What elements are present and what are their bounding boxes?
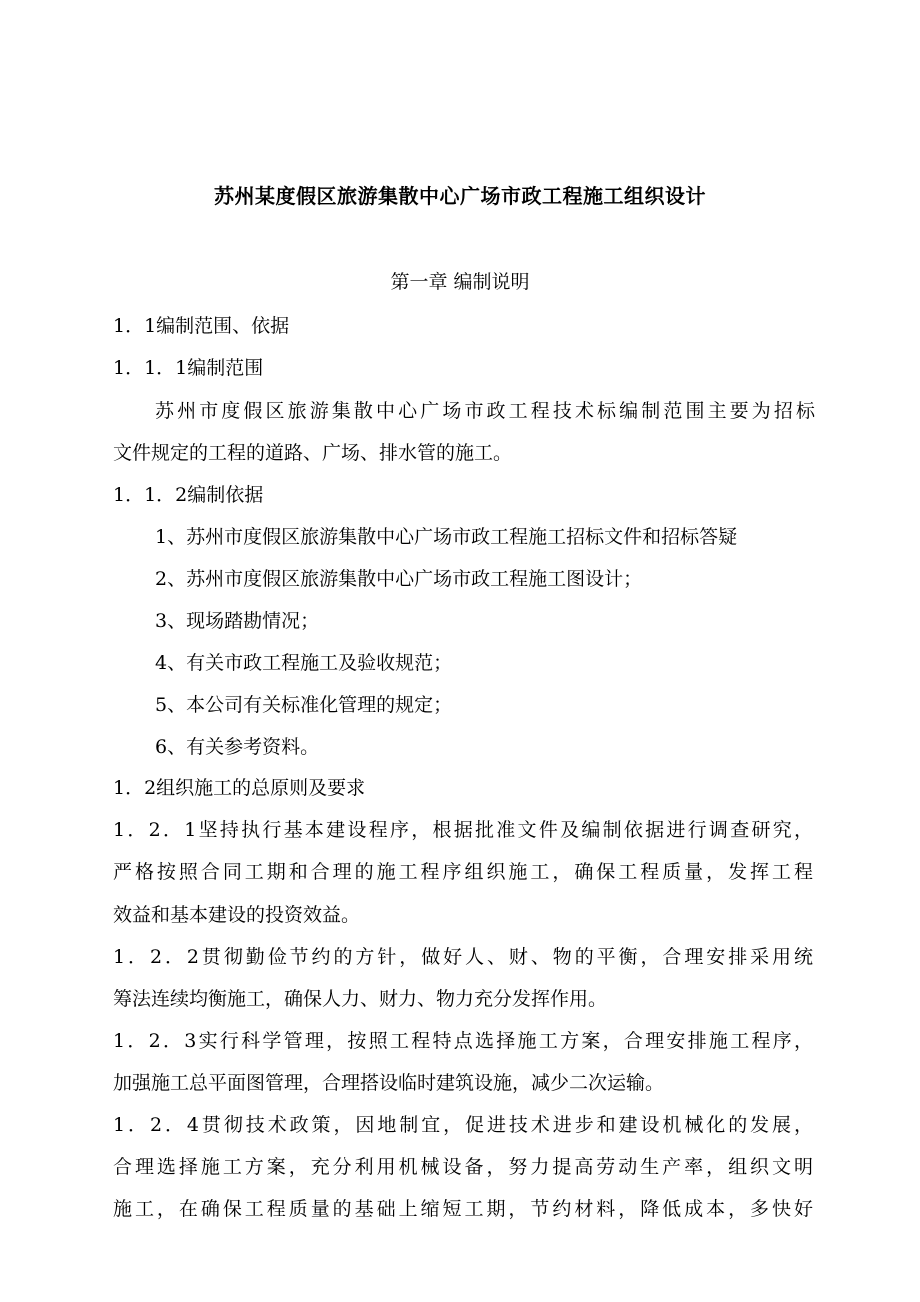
section-heading-1-2: 1．2组织施工的总原则及要求 [113, 777, 366, 799]
paragraph-line: 严格按照合同工期和合理的施工程序组织施工，确保工程质量，发挥工程 [113, 861, 813, 883]
list-item: 4、有关市政工程施工及验收规范； [155, 652, 453, 674]
chapter-heading: 第一章 编制说明 [390, 271, 530, 293]
paragraph-line: 1．2．4贯彻技术政策，因地制宜，促进技术进步和建设机械化的发展， [113, 1114, 813, 1136]
list-item: 5、本公司有关标准化管理的规定； [155, 694, 453, 716]
paragraph-line: 文件规定的工程的道路、广场、排水管的施工。 [113, 442, 513, 464]
paragraph-line: 加强施工总平面图管理，合理搭设临时建筑设施，减少二次运输。 [113, 1072, 665, 1094]
paragraph-line: 合理选择施工方案，充分利用机械设备，努力提高劳动生产率，组织文明 [113, 1156, 813, 1178]
paragraph-line: 筹法连续均衡施工，确保人力、财力、物力充分发挥作用。 [113, 988, 608, 1010]
paragraph-line: 1．2．3实行科学管理，按照工程特点选择施工方案，合理安排施工程序， [113, 1030, 813, 1052]
subsection-heading-1-1-1: 1．1．1编制范围 [113, 357, 264, 379]
paragraph-line: 施工，在确保工程质量的基础上缩短工期，节约材料，降低成本，多快好 [113, 1198, 813, 1220]
subsection-heading-1-1-2: 1．1．2编制依据 [113, 484, 264, 506]
list-item: 6、有关参考资料。 [155, 736, 320, 758]
paragraph-line: 1．2．1坚持执行基本建设程序，根据批准文件及编制依据进行调查研究， [113, 819, 813, 841]
list-item: 3、现场踏勘情况； [155, 610, 320, 632]
section-heading-1-1: 1．1编制范围、依据 [113, 315, 290, 337]
document-title: 苏州某度假区旅游集散中心广场市政工程施工组织设计 [214, 184, 706, 208]
list-item: 2、苏州市度假区旅游集散中心广场市政工程施工图设计； [155, 568, 643, 590]
paragraph-line: 效益和基本建设的投资效益。 [113, 904, 361, 926]
paragraph-line: 1．2．2贯彻勤俭节约的方针，做好人、财、物的平衡，合理安排采用统 [113, 946, 813, 968]
list-item: 1、苏州市度假区旅游集散中心广场市政工程施工招标文件和招标答疑 [155, 526, 738, 548]
paragraph-line: 苏州市度假区旅游集散中心广场市政工程技术标编制范围主要为招标 [155, 400, 815, 422]
